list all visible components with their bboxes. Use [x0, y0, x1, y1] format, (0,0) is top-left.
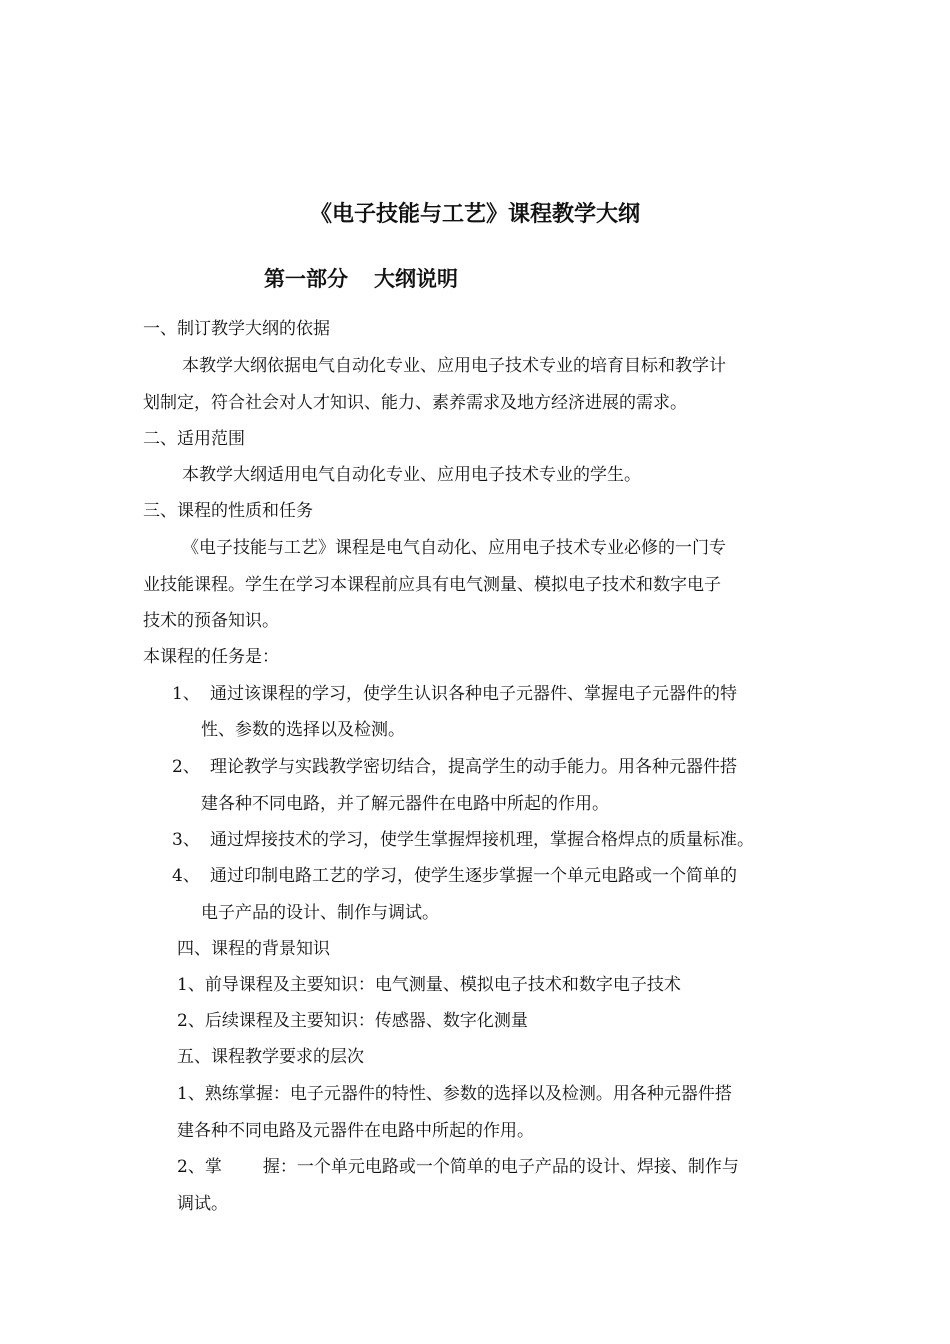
background-item-2: 2、后续课程及主要知识：传感器、数字化测量	[177, 1011, 528, 1031]
level-item-2	[177, 1155, 739, 1179]
paragraph-line: 《电子技能与工艺》课程是电气自动化、应用电子技术专业必修的一门专	[182, 538, 726, 558]
section-heading-1: 一、制订教学大纲的依据	[143, 319, 330, 339]
part-heading	[264, 264, 458, 294]
task-item-1	[172, 682, 737, 706]
section-heading-2: 二、适用范围	[143, 429, 245, 449]
task-text: 通过印制电路工艺的学习，使学生逐步掌握一个单元电路或一个简单的	[210, 866, 737, 886]
background-item-1: 1、前导课程及主要知识：电气测量、模拟电子技术和数字电子技术	[177, 975, 681, 995]
paragraph-line: 业技能课程。学生在学习本课程前应具有电气测量、模拟电子技术和数字电子	[143, 575, 721, 595]
task-item-4	[172, 864, 737, 888]
part-label: 第一部分	[264, 267, 348, 291]
task-number: 3、	[172, 830, 200, 850]
paragraph-line: 划制定，符合社会对人才知识、能力、素养需求及地方经济进展的需求。	[143, 393, 687, 413]
section-heading-4: 四、课程的背景知识	[177, 939, 330, 959]
task-item-3	[172, 828, 754, 852]
level-text: ：一个单元电路或一个简单的电子产品的设计、焊接、制作与	[279, 1157, 739, 1177]
task-text: 通过焊接技术的学习，使学生掌握焊接机理，掌握合格焊点的质量标准。	[210, 830, 754, 850]
section-heading-3: 三、课程的性质和任务	[143, 501, 313, 521]
task-item-2	[172, 755, 737, 779]
task-text: 通过该课程的学习，使学生认识各种电子元器件、掌握电子元器件的特	[210, 684, 737, 704]
document-title: 《电子技能与工艺》课程教学大纲	[309, 202, 640, 227]
paragraph-line: 本教学大纲依据电气自动化专业、应用电子技术专业的培育目标和教学计	[182, 356, 726, 376]
section-heading-5: 五、课程教学要求的层次	[177, 1047, 364, 1067]
task-item-4-cont: 电子产品的设计、制作与调试。	[201, 903, 439, 923]
level-label-end: 握	[262, 1157, 280, 1177]
level-number: 2、	[177, 1157, 205, 1177]
task-number: 2、	[172, 757, 200, 777]
task-text: 理论教学与实践教学密切结合，提高学生的动手能力。用各种元器件搭	[210, 757, 737, 777]
part-name: 大纲说明	[374, 267, 458, 291]
task-item-2-cont: 建各种不同电路，并了解元器件在电路中所起的作用。	[201, 794, 609, 814]
task-number: 1、	[172, 684, 200, 704]
level-item-2-cont: 调试。	[177, 1194, 228, 1214]
paragraph-line: 本教学大纲适用电气自动化专业、应用电子技术专业的学生。	[182, 465, 641, 485]
paragraph-line: 技术的预备知识。	[143, 611, 279, 631]
level-item-1-cont: 建各种不同电路及元器件在电路中所起的作用。	[177, 1121, 534, 1141]
level-label: 掌	[204, 1157, 222, 1177]
task-number: 4、	[172, 866, 200, 886]
tasks-intro: 本课程的任务是：	[143, 647, 279, 667]
task-item-1-cont: 性、参数的选择以及检测。	[201, 720, 405, 740]
level-item-1: 1、熟练掌握：电子元器件的特性、参数的选择以及检测。用各种元器件搭	[177, 1084, 732, 1104]
